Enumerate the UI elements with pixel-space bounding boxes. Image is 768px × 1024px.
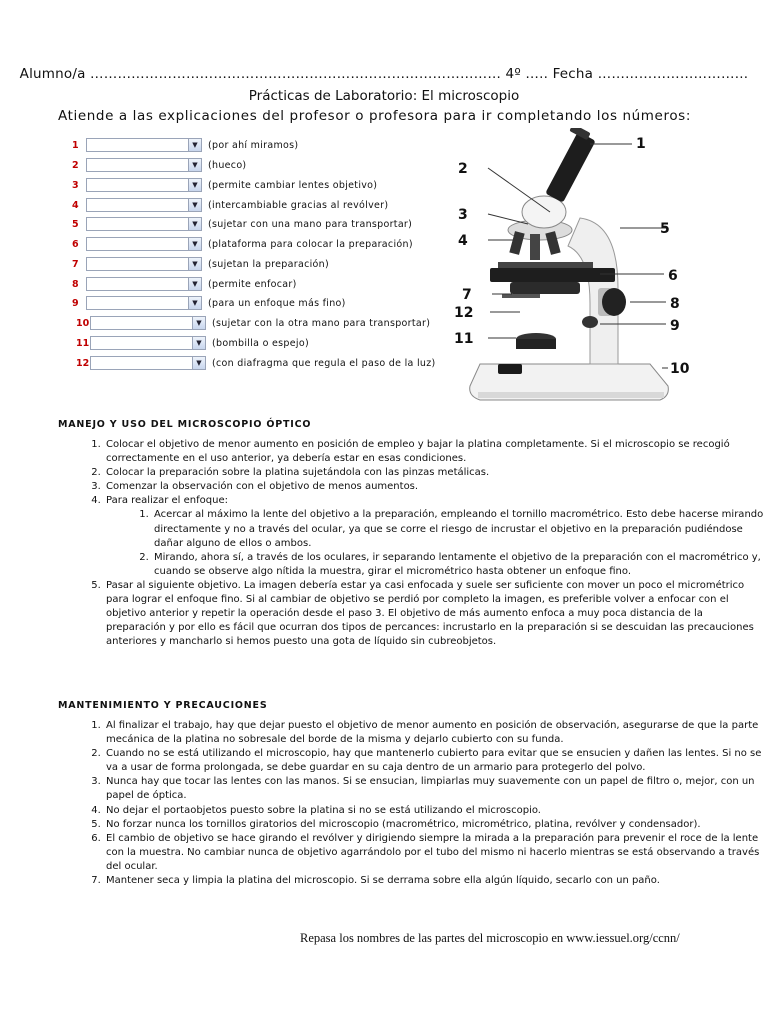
question-number: 2 <box>72 159 79 171</box>
diagram-label-7: 7 <box>462 287 472 303</box>
question-row <box>72 295 346 311</box>
part-dropdown[interactable] <box>86 158 202 172</box>
part-dropdown[interactable] <box>90 316 206 330</box>
question-row <box>72 177 377 193</box>
question-row <box>72 236 413 252</box>
instruction-text: Atiende a las explicaciones del profesor o profesora para ir completando los números: <box>58 108 691 124</box>
list-item: 3. Nunca hay que tocar las lentes con las manos. Si se ensucian, limpiarlas muy suavemente con un papel de filtro o, mejor, con un papel de óptica. <box>104 775 764 803</box>
microscope-diagram <box>440 128 710 420</box>
part-dropdown[interactable] <box>86 217 202 231</box>
question-number: 1 <box>72 139 79 151</box>
diagram-label-1: 1 <box>636 136 646 152</box>
part-dropdown[interactable] <box>86 296 202 310</box>
diagram-label-10: 10 <box>670 361 690 377</box>
diagram-label-12: 12 <box>454 305 474 321</box>
diagram-label-6: 6 <box>668 268 678 284</box>
question-hint: (permite cambiar lentes objetivo) <box>208 179 378 191</box>
chevron-down-icon[interactable]: ▼ <box>188 139 201 151</box>
list-item: 2. Cuando no se está utilizando el microscopio, hay que mantenerlo cubierto para evitar que se ensucien y dañen las lentes. Si no se va a usar de forma prolongada, se debe guardar en su caja dentro de un armario para protegerlo del polvo. <box>104 747 764 775</box>
list-item: 4. No dejar el portaobjetos puesto sobre la platina si no se está utilizando el microscopio. <box>104 804 764 818</box>
question-row <box>76 315 430 331</box>
question-number: 3 <box>72 179 79 191</box>
chevron-down-icon[interactable]: ▼ <box>192 317 205 329</box>
question-number: 12 <box>76 357 90 369</box>
list-item: 3. Comenzar la observación con el objetivo de menos aumentos. <box>104 480 764 494</box>
chevron-down-icon[interactable]: ▼ <box>188 218 201 230</box>
diagram-label-8: 8 <box>670 296 680 312</box>
question-hint: (para un enfoque más fino) <box>208 297 346 309</box>
question-number: 9 <box>72 297 79 309</box>
question-number: 5 <box>72 218 79 230</box>
diagram-label-5: 5 <box>660 221 670 237</box>
section-title-usage: MANEJO Y USO DEL MICROSCOPIO ÓPTICO <box>58 419 312 430</box>
question-number: 11 <box>76 337 90 349</box>
question-hint: (permite enfocar) <box>208 278 297 290</box>
question-row <box>76 355 436 371</box>
question-hint: (plataforma para colocar la preparación) <box>208 238 413 250</box>
sublist-item: 2. Mirando, ahora sí, a través de los oculares, ir separando lentamente el objetivo de la preparación con el macrométrico y, cuando se observe algo nítida la muestra, girar el micrométrico hasta obtener un enfoque fino. <box>152 551 764 579</box>
chevron-down-icon[interactable]: ▼ <box>188 159 201 171</box>
question-hint: (intercambiable gracias al revólver) <box>208 199 389 211</box>
part-dropdown[interactable] <box>86 138 202 152</box>
part-dropdown[interactable] <box>86 277 202 291</box>
diagram-label-2: 2 <box>458 161 468 177</box>
part-dropdown[interactable] <box>86 237 202 251</box>
chevron-down-icon[interactable]: ▼ <box>188 199 201 211</box>
list-item: 5. No forzar nunca los tornillos giratorios del microscopio (macrométrico, micrométrico, platina, revólver y condensador). <box>104 818 764 832</box>
chevron-down-icon[interactable]: ▼ <box>188 179 201 191</box>
question-number: 4 <box>72 199 79 211</box>
list-item: 2. Colocar la preparación sobre la platina sujetándola con las pinzas metálicas. <box>104 466 764 480</box>
focus-sublist <box>106 508 764 578</box>
maintenance-list <box>58 719 764 888</box>
question-number: 8 <box>72 278 79 290</box>
list-item: 7. Mantener seca y limpia la platina del microscopio. Si se derrama sobre ella algún líquido, secarlo con un paño. <box>104 874 764 888</box>
part-dropdown[interactable] <box>90 336 206 350</box>
diagram-label-4: 4 <box>458 233 468 249</box>
section-title-maintenance: MANTENIMIENTO Y PRECAUCIONES <box>58 700 268 711</box>
question-hint: (hueco) <box>208 159 247 171</box>
chevron-down-icon[interactable]: ▼ <box>188 238 201 250</box>
part-dropdown[interactable] <box>86 198 202 212</box>
diagram-label-9: 9 <box>670 318 680 334</box>
question-row <box>72 137 298 153</box>
question-row <box>76 335 309 351</box>
student-header: Alumno/a ……………………………………………………………………………… 4º ….. Fecha …………………………… <box>19 66 749 82</box>
diagram-label-3: 3 <box>458 207 468 223</box>
question-number: 7 <box>72 258 79 270</box>
question-number: 6 <box>72 238 79 250</box>
question-hint: (sujetar con la otra mano para transportar) <box>212 317 431 329</box>
footer-note: Repasa los nombres de las partes del microscopio en www.iessuel.org/ccnn/ <box>300 931 680 945</box>
question-hint: (sujetar con una mano para transportar) <box>208 218 413 230</box>
chevron-down-icon[interactable]: ▼ <box>192 337 205 349</box>
list-item: 6. El cambio de objetivo se hace girando el revólver y dirigiendo siempre la mirada a la preparación para prevenir el roce de la lente con la muestra. No cambiar nunca de objetivo agarrándolo por el tubo del mismo ni hacerlo mientras se está observando a través del ocular. <box>104 832 764 874</box>
question-number: 10 <box>76 317 90 329</box>
page-title: Prácticas de Laboratorio: El microscopio <box>248 88 520 104</box>
chevron-down-icon[interactable]: ▼ <box>192 357 205 369</box>
question-row <box>72 256 329 272</box>
sublist-item: 1. Acercar al máximo la lente del objetivo a la preparación, empleando el tornillo macrométrico. Esto debe hacerse mirando directamente y no a través del ocular, ya que se corre el riesgo de incrustar el objetivo en la preparación pudiéndose dañar alguno de ellos o ambos. <box>152 508 764 550</box>
question-hint: (bombilla o espejo) <box>212 337 309 349</box>
question-hint: (por ahí miramos) <box>208 139 299 151</box>
question-row <box>72 197 388 213</box>
question-hint: (con diafragma que regula el paso de la luz) <box>212 357 436 369</box>
diagram-label-11: 11 <box>454 331 474 347</box>
list-item: 1. Colocar el objetivo de menor aumento en posición de empleo y bajar la platina completamente. Si el microscopio se recogió correctamente en el uso anterior, ya debería estar en esas condiciones. <box>104 438 764 466</box>
question-row <box>72 216 412 232</box>
question-row <box>72 276 297 292</box>
chevron-down-icon[interactable]: ▼ <box>188 278 201 290</box>
question-hint: (sujetan la preparación) <box>208 258 329 270</box>
list-item-text: Para realizar el enfoque: <box>106 495 228 507</box>
part-dropdown[interactable] <box>90 356 206 370</box>
part-dropdown[interactable] <box>86 257 202 271</box>
list-item: 1. Al finalizar el trabajo, hay que dejar puesto el objetivo de menor aumento en posición de observación, asegurarse de que la parte mecánica de la platina no sobresale del borde de la misma y dejarlo cubierto con su funda. <box>104 719 764 747</box>
list-item <box>104 494 764 579</box>
chevron-down-icon[interactable]: ▼ <box>188 297 201 309</box>
list-item: 5. Pasar al siguiente objetivo. La imagen debería estar ya casi enfocada y suele ser suficiente con mover un poco el micrométrico para lograr el enfoque fino. Si al cambiar de objetivo se perdió por completo la imagen, es preferible volver a enfocar con el objetivo anterior y repetir la operación desde el paso 3. El objetivo de más aumento enfoca a muy poca distancia de la preparación y por ello es fácil que ocurran dos tipos de percances: incrustarlo en la preparación si se descuidan las precauciones anteriores y mancharlo si hemos puesto una gota de líquido sin cubreobjetos. <box>104 579 764 649</box>
usage-list <box>58 438 764 649</box>
part-dropdown[interactable] <box>86 178 202 192</box>
question-row <box>72 157 246 173</box>
chevron-down-icon[interactable]: ▼ <box>188 258 201 270</box>
